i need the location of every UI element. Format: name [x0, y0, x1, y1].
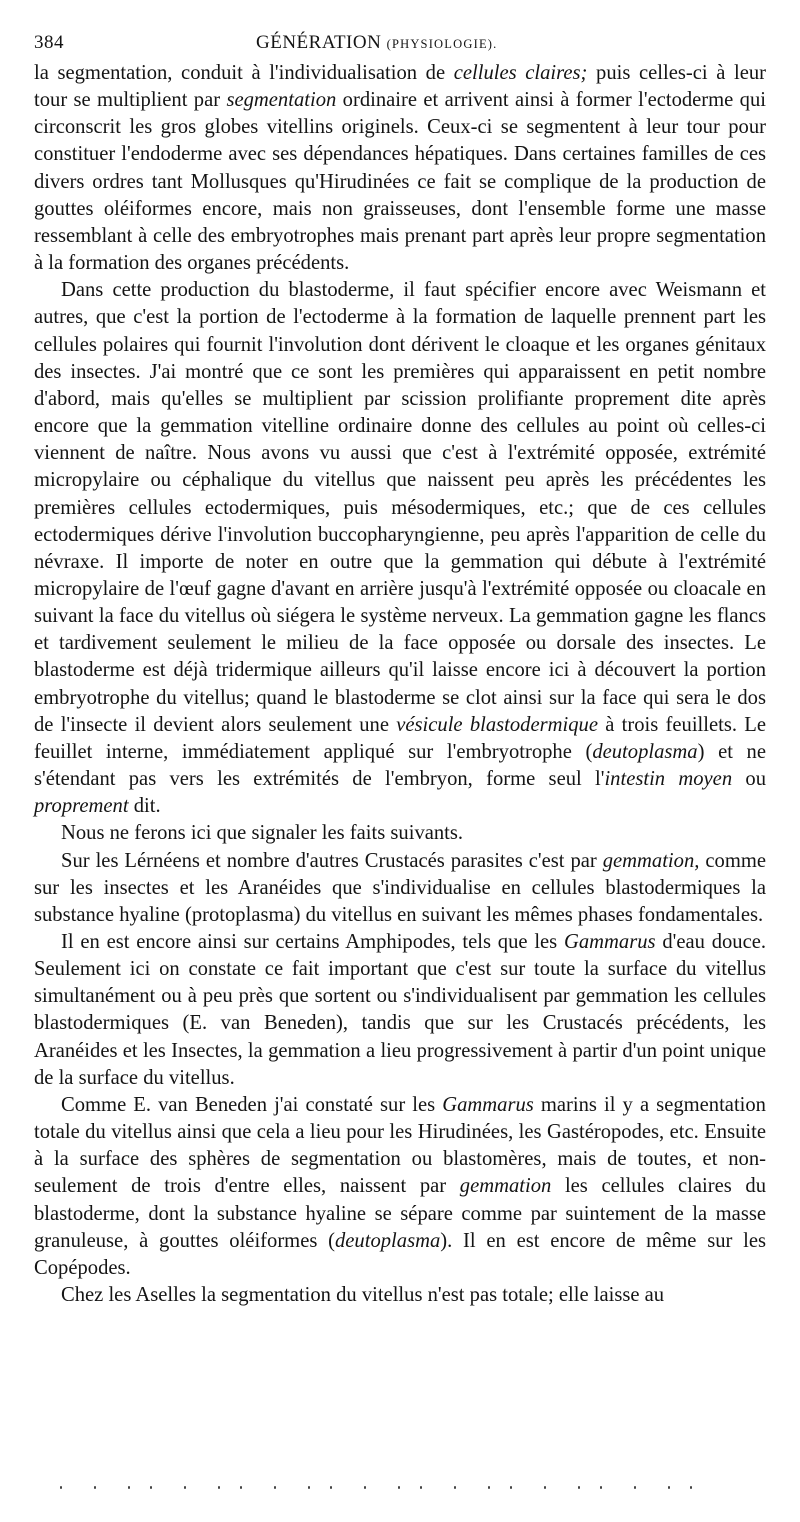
paragraph: [34, 820, 766, 847]
speckle: [240, 1486, 242, 1489]
text-run: Dans cette production du blastoderme, il faut spécifier encore avec Weismann et autres, que c'est la portion de l'ectoderme à la formation de laquelle prennent part les cellules polaires qui fournit l'involution dont dérivent le cloaque et les organes génitaux des insectes. J'ai montré que ce sont les premières qui apparaissent en petit nombre d'abord, mais qu'elles se multiplient par scission prolifiante proprement dite après encore que la gemmation vitelline ordinaire donne des cellules au point où celles-ci viennent de naître. Nous avons vu aussi que c'est à l'extrémité opposée, extrémité micropylaire ou céphalique du vitellus que naissent peu après les précédentes les premières cellules ectodermiques, puis mésodermiques, etc.; que de ces cellules ectodermiques dérive l'involution buccopharyngienne, peu après l'apparition de celle du névraxe. Il importe de noter en outre que la gemmation qui débute à l'extrémité micropylaire de l'œuf gagne d'avant en arrière jusqu'à l'extrémité opposée ou cloacale en suivant la face du vitellus où siégera le système nerveux. La gemmation gagne les flancs et tardivement seulement le milieu de la face opposée ou dorsale des insectes. Le blastoderme est déjà tridermique ailleurs qu'il laisse encore ici à découvert la portion embryotrophe du vitellus; quand le blastoderme se clot ainsi sur la face qui sera le dos de l'insecte il devient alors seulement une: [34, 279, 766, 736]
running-title-main: GÉNÉRATION: [256, 32, 382, 53]
speckle: [308, 1486, 310, 1489]
text-run: ou: [732, 768, 767, 791]
text-run: ordinaire et arrivent ainsi à former l'ectoderme qui circonscrit les gros globes vitellins originels. Ceux-ci se segmentent à leur tour pour constituer l'endoderme avec ses dépendances hépatiques. Dans certaines familles de ces divers ordres tant Mollusques qu'Hirudinées ce fait se complique de la production de gouttes oléiformes encore, mais non graisseuses, dont l'ensemble forme une masse ressemblant à celle des embryotrophes mais prenant part après leur propre segmentation à la formation des organes précédents.: [34, 89, 766, 275]
text-run: Nous ne ferons ici que signaler les faits suivants.: [61, 822, 464, 845]
paragraph: [34, 277, 766, 820]
text-run: puis celles-ci à leur tour se multiplient par: [34, 62, 766, 112]
speckle: [128, 1486, 130, 1489]
text-run: Chez les Aselles la segmentation du vitellus n'est pas totale; elle laisse au: [61, 1284, 665, 1307]
speckle: [60, 1486, 62, 1489]
text-run: à trois feuillets. Le feuillet interne, immédiatement appliqué sur l'embryotrophe (: [34, 713, 766, 763]
text-run: dit.: [128, 795, 161, 818]
print-speckle-row: [60, 1486, 720, 1496]
speckle: [578, 1486, 580, 1489]
text-run: Comme E. van Beneden j'ai constaté sur les: [61, 1093, 443, 1116]
italic-text-run: deutoplasma: [592, 740, 698, 763]
speckle: [454, 1486, 456, 1489]
body-text: [34, 60, 766, 1309]
speckle: [150, 1486, 152, 1489]
text-run: Sur les Lérnéens et nombre d'autres Crustacés parasites c'est par: [61, 849, 603, 872]
speckle: [668, 1486, 670, 1489]
italic-text-run: proprement: [34, 795, 129, 818]
running-header: [34, 28, 766, 60]
paragraph: [34, 929, 766, 1092]
speckle: [94, 1486, 96, 1489]
running-title-sub: (PHYSIOLOGIE).: [386, 37, 498, 51]
text-run: Il en est encore ainsi sur certains Amphipodes, tels que les: [61, 931, 564, 953]
text-run: ). Il en est encore de même sur les Copépodes.: [34, 1229, 767, 1279]
text-run: marins il y a segmentation totale du vitellus ainsi que cela a lieu pour les Hirudinées, les Gastéropodes, etc. Ensuite à la surface des sphères de segmentation ou blastomères, mais de toutes, et non-seulement de trois d'entre elles, naissent par: [34, 1093, 766, 1198]
speckle: [420, 1486, 422, 1489]
italic-text-run: Gammarus: [563, 931, 656, 953]
speckle: [274, 1486, 276, 1489]
running-title: [256, 32, 497, 54]
text-run: d'eau douce. Seulement ici on constate ce fait important que c'est sur toute la surface du vitellus simultanément ou à peu près que sortent ou s'individualisent par gemmation les cellules blastodermiques (E. van Beneden), tandis que sur les Crustacés précédents, les Aranéides et les Insectes, la gemmation a lieu progressivement à partir d'un point unique de la surface du vitellus.: [34, 931, 767, 1089]
italic-text-run: cellules claires;: [453, 62, 588, 84]
paragraph: [34, 1282, 766, 1309]
speckle: [544, 1486, 546, 1489]
italic-text-run: deutoplasma: [335, 1229, 441, 1252]
italic-text-run: vésicule blastodermique: [396, 713, 598, 736]
italic-text-run: intestin moyen: [604, 768, 733, 791]
italic-text-run: segmentation: [226, 89, 337, 112]
speckle: [364, 1486, 366, 1489]
speckle: [398, 1486, 400, 1489]
paragraph: [34, 848, 766, 929]
speckle: [510, 1486, 512, 1489]
italic-text-run: gemmation: [459, 1175, 552, 1198]
italic-text-run: Gammarus: [442, 1093, 534, 1116]
text-run: les cellules claires du blastoderme, dont la substance hyaline se sépare comme par suintement de la masse granuleuse, à gouttes oléiformes (: [34, 1175, 766, 1252]
text-run: ) et ne s'étendant pas vers les extrémités de l'embryon, forme seul l': [34, 740, 766, 791]
speckle: [330, 1486, 332, 1489]
paragraph: [34, 1092, 766, 1282]
page-number: 384: [34, 32, 64, 53]
text-run: comme sur les insectes et les Aranéides que s'individualise en cellules blastodermiques la substance hyaline (protoplasma) du vitellus en suivant les mêmes phases fondamentales.: [34, 849, 766, 926]
italic-text-run: gemmation,: [602, 849, 700, 872]
speckle: [488, 1486, 490, 1489]
speckle: [184, 1486, 186, 1489]
speckle: [600, 1486, 602, 1489]
speckle: [690, 1486, 692, 1489]
speckle: [218, 1486, 220, 1489]
paragraph: [34, 60, 766, 277]
book-page: [34, 28, 766, 1309]
speckle: [634, 1486, 636, 1489]
text-run: la segmentation, conduit à l'individualisation de: [34, 62, 454, 84]
